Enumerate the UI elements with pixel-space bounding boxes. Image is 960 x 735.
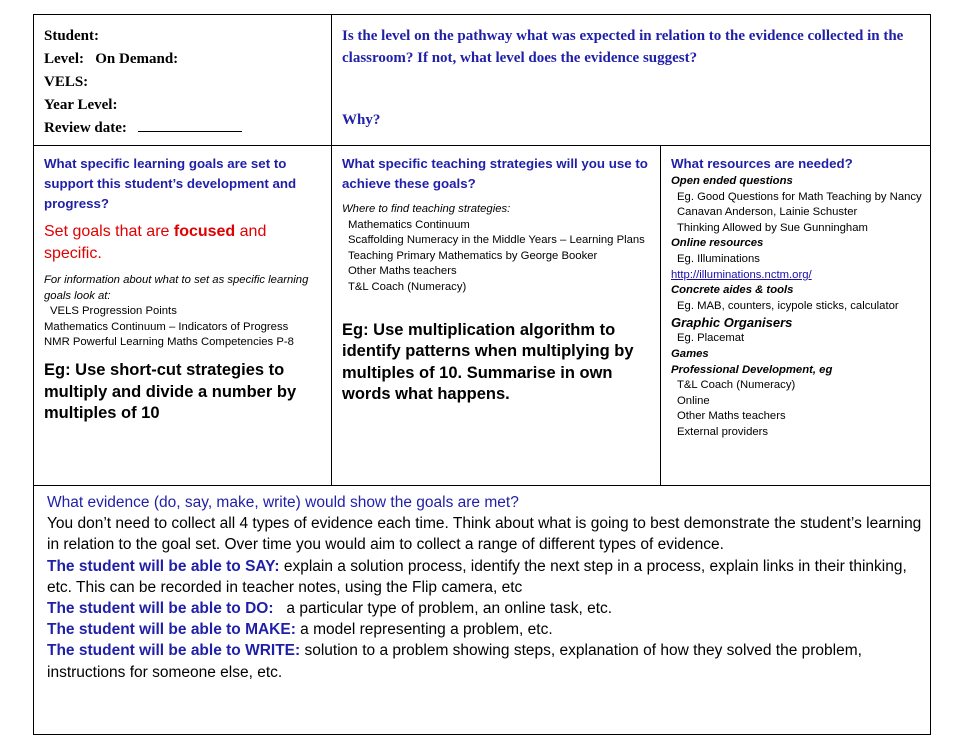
- illuminations-link[interactable]: http://illuminations.nctm.org/: [671, 268, 812, 281]
- goals-item-list: [44, 304, 325, 351]
- games-heading: Games: [671, 347, 709, 360]
- goals-question: What specific learning goals are set to support this student’s development and progress?: [44, 156, 297, 211]
- year-level-label: Year Level:: [44, 97, 118, 113]
- goals-item: VELS Progression Points: [50, 305, 177, 318]
- strategies-item: Other Maths teachers: [348, 265, 457, 278]
- level-question-cell: [331, 14, 931, 146]
- set-goals-focused: focused: [173, 223, 236, 240]
- on-demand-label: On Demand:: [95, 51, 179, 67]
- resources-question: What resources are needed?: [671, 156, 853, 171]
- strategies-where: Where to find teaching strategies:: [342, 203, 511, 215]
- strategies-question: What specific teaching strategies will you use to achieve these goals?: [342, 156, 648, 191]
- vels-label: VELS:: [44, 74, 89, 90]
- make-text: a model representing a problem, etc.: [295, 621, 553, 639]
- evidence-cell: [33, 485, 931, 735]
- level-label: Level:: [44, 51, 84, 67]
- evidence-say: [47, 556, 924, 598]
- do-text: a particular type of problem, an online task, etc.: [273, 600, 613, 618]
- goals-item: NMR Powerful Learning Maths Competencies P-8: [44, 336, 294, 349]
- set-goals-part2: and specific.: [44, 223, 267, 262]
- write-text: solution to a problem showing steps, explanation of how they solved the problem, instructions for someone else, etc.: [47, 642, 862, 681]
- set-goals-text: [44, 221, 325, 265]
- pd-item: Online: [677, 394, 710, 407]
- do-label: The student will be able to DO:: [47, 600, 274, 618]
- evidence-make: [47, 619, 924, 640]
- strategies-item: Teaching Primary Mathematics by George Booker: [348, 249, 598, 262]
- review-date-label: Review date:: [44, 120, 127, 136]
- review-date-row: [44, 117, 331, 140]
- strategies-item: Mathematics Continuum: [348, 218, 470, 231]
- concrete-example: Eg. MAB, counters, icypole sticks, calculator: [677, 299, 899, 312]
- online-heading: Online resources: [671, 237, 764, 250]
- goals-item: Mathematics Continuum – Indicators of Progress: [44, 320, 289, 333]
- graphic-heading: Graphic Organisers: [671, 315, 793, 331]
- write-label: The student will be able to WRITE:: [47, 642, 301, 660]
- pd-heading: Professional Development, eg: [671, 363, 833, 376]
- strategies-item-list: [342, 218, 652, 296]
- open-ended-example: Eg. Good Questions for Math Teaching by Nancy Canavan Anderson, Lainie Schuster: [677, 190, 922, 219]
- goals-info: For information about what to set as specific learning goals look at:: [44, 274, 309, 302]
- make-label: The student will be able to MAKE:: [47, 621, 296, 639]
- student-label: Student:: [44, 28, 100, 44]
- student-info-cell: [33, 14, 332, 146]
- resources-list: [671, 174, 924, 441]
- strategies-item: T&L Coach (Numeracy): [348, 280, 467, 293]
- evidence-do: [47, 598, 924, 619]
- teaching-strategies-cell: [331, 145, 661, 486]
- graphic-example: Eg. Placemat: [677, 332, 745, 345]
- goals-example: Eg: Use short-cut strategies to multiply and divide a number by multiples of 10: [44, 360, 297, 423]
- open-ended-heading: Open ended questions: [671, 175, 793, 187]
- learning-goals-cell: [33, 145, 332, 486]
- online-example: Eg. Illuminations: [677, 252, 760, 265]
- thinking-allowed-item: Thinking Allowed by Sue Gunningham: [677, 221, 868, 234]
- set-goals-part1: Set goals that are: [44, 223, 174, 240]
- say-text: explain a solution process, identify the next step in a process, explain links in their thinking, etc. This can be recorded in teacher notes, using the Flip camera, etc: [47, 557, 907, 596]
- strategies-item: Scaffolding Numeracy in the Middle Years – Learning Plans: [348, 234, 645, 247]
- review-date-blank: [138, 117, 242, 132]
- level-question: Is the level on the pathway what was expected in relation to the evidence collected in the classroom? If not, what level does the evidence suggest?: [342, 28, 904, 66]
- strategies-example: Eg: Use multiplication algorithm to identify patterns when multiplying by multiples of 10. Summarise in own words what happens.: [342, 320, 634, 404]
- evidence-write: [47, 640, 924, 682]
- level-row: [44, 48, 331, 71]
- pd-item: External providers: [677, 425, 769, 438]
- evidence-intro: You don’t need to collect all 4 types of evidence each time. Think about what is going to best demonstrate the student’s learning in relation to the goal set. Over time you would aim to collect a range of different types of evidence.: [47, 515, 922, 554]
- say-label: The student will be able to SAY:: [47, 557, 280, 575]
- concrete-heading: Concrete aides & tools: [671, 284, 794, 297]
- resources-cell: [660, 145, 931, 486]
- pd-item: T&L Coach (Numeracy): [677, 379, 796, 392]
- pd-item: Other Maths teachers: [677, 410, 786, 423]
- why-label: Why?: [342, 112, 381, 128]
- evidence-question: What evidence (do, say, make, write) would show the goals are met?: [47, 494, 519, 511]
